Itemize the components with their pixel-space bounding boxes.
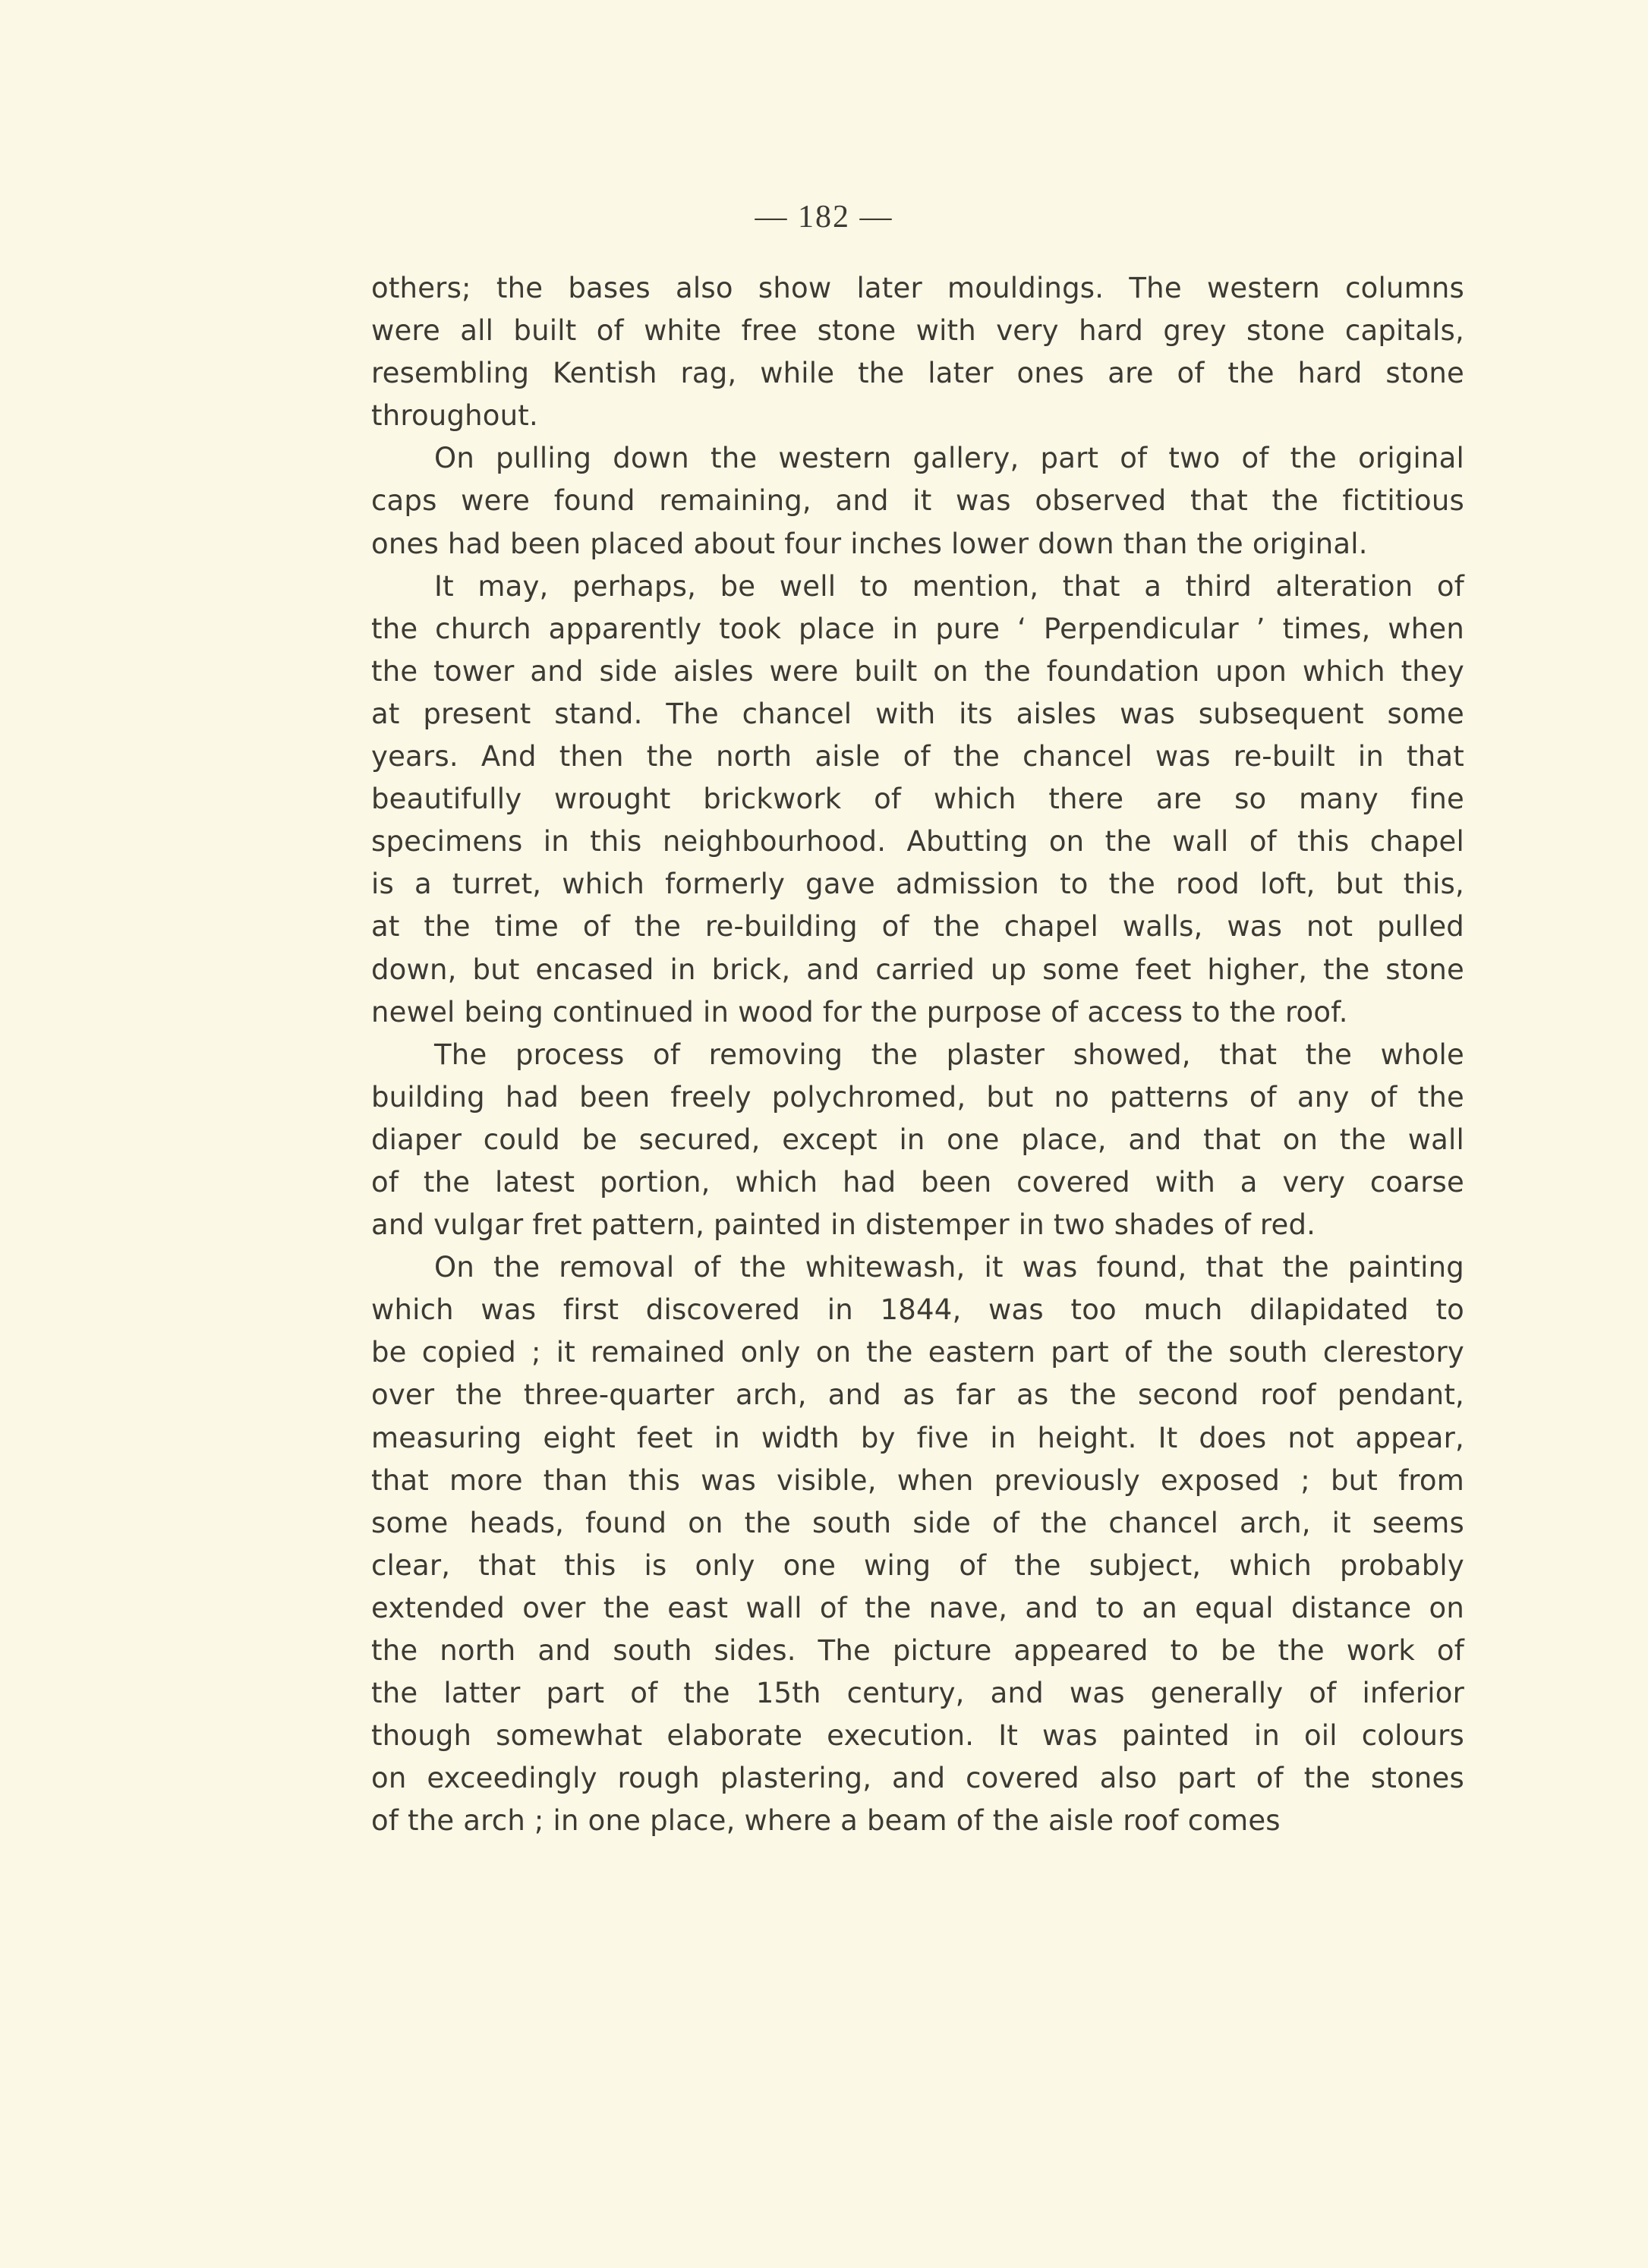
text-line: be copied ; it remained only on the eastern part of the south clerestory: [371, 1336, 1464, 1369]
text-line: of the arch ; in one place, where a beam of the aisle roof comes: [371, 1804, 1281, 1838]
text-line: years. And then the north aisle of the chancel was re-built in that: [371, 740, 1464, 773]
text-line: The process of removing the plaster showed, that the whole: [434, 1038, 1464, 1071]
text-line: the tower and side aisles were built on the foundation upon which they: [371, 654, 1464, 688]
text-line: down, but encased in brick, and carried up some feet higher, the stone: [371, 953, 1464, 986]
text-line: over the three-quarter arch, and as far as the second roof pendant,: [371, 1378, 1464, 1412]
text-line: measuring eight feet in width by five in height. It does not appear,: [371, 1421, 1464, 1454]
text-line: beautifully wrought brickwork of which there are so many fine: [371, 783, 1464, 816]
text-line: throughout.: [371, 399, 538, 433]
text-line: at present stand. The chancel with its aisles was subsequent some: [371, 697, 1464, 730]
text-line: though somewhat elaborate execution. It was painted in oil colours: [371, 1719, 1464, 1753]
text-line: diaper could be secured, except in one place, and that on the wall: [371, 1123, 1464, 1156]
text-line: On the removal of the whitewash, it was found, that the painting: [434, 1251, 1464, 1284]
text-line: ones had been placed about four inches lower down than the original.: [371, 527, 1368, 560]
text-line: extended over the east wall of the nave, and to an equal distance on: [371, 1591, 1464, 1624]
text-line: building had been freely polychromed, but no patterns of any of the: [371, 1080, 1464, 1114]
text-line: that more than this was visible, when previously exposed ; but from: [371, 1463, 1464, 1497]
text-line: which was first discovered in 1844, was too much dilapidated to: [371, 1293, 1464, 1327]
text-line: is a turret, which formerly gave admission to the rood loft, but this,: [371, 868, 1464, 901]
text-line: specimens in this neighbourhood. Abutting on the wall of this chapel: [371, 825, 1464, 858]
text-line: clear, that this is only one wing of the subject, which probably: [371, 1548, 1464, 1582]
text-line: newel being continued in wood for the purpose of access to the roof.: [371, 995, 1348, 1028]
page-number: — 182 —: [755, 200, 893, 235]
text-line: some heads, found on the south side of the chancel arch, it seems: [371, 1506, 1464, 1539]
text-line: at the time of the re-building of the chapel walls, was not pulled: [371, 910, 1464, 943]
paragraph: [371, 267, 1464, 437]
paragraph: [371, 437, 1464, 565]
text-line: of the latest portion, which had been covered with a very coarse: [371, 1165, 1464, 1199]
paragraph: [371, 1246, 1464, 1842]
text-line: the latter part of the 15th century, and was generally of inferior: [371, 1677, 1464, 1710]
paragraph: [371, 565, 1464, 1034]
text-line: It may, perhaps, be well to mention, that a third alteration of: [434, 569, 1464, 603]
text-line: On pulling down the western gallery, part of two of the original: [434, 442, 1464, 475]
text-line: others; the bases also show later mouldings. The western columns: [371, 272, 1464, 304]
body-text: [371, 267, 1464, 1842]
text-line: caps were found remaining, and it was observed that the fictitious: [371, 484, 1464, 518]
paragraph: [371, 1034, 1464, 1246]
text-line: and vulgar fret pattern, painted in distemper in two shades of red.: [371, 1208, 1316, 1242]
text-line: resembling Kentish rag, while the later ones are of the hard stone: [371, 357, 1464, 390]
text-line: were all built of white free stone with very hard grey stone capitals,: [371, 314, 1464, 348]
text-line: the north and south sides. The picture appeared to be the work of: [371, 1634, 1464, 1667]
text-line: the church apparently took place in pure ‘ Perpendicular ’ times, when: [371, 612, 1464, 645]
text-line: on exceedingly rough plastering, and covered also part of the stones: [371, 1762, 1464, 1795]
